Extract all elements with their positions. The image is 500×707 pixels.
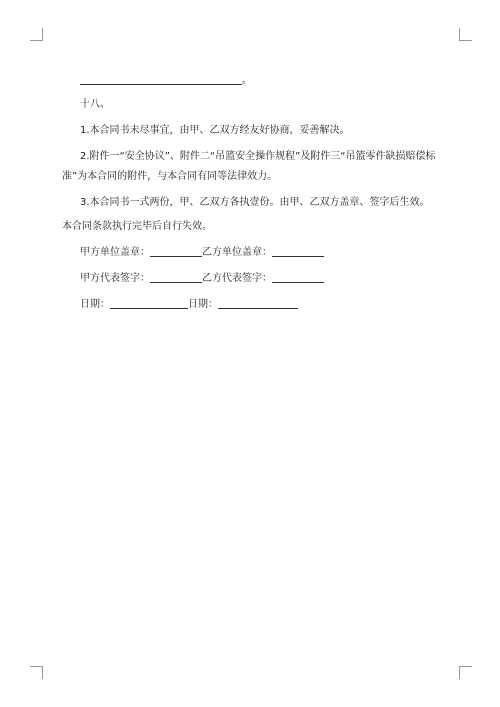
party-b-rep-label: 乙方代表签字：	[202, 273, 272, 284]
crop-mark-top-left	[30, 28, 43, 41]
section-heading: 十八、	[80, 99, 110, 110]
clause-3-line-1: 3.本合同书一式两份，甲、乙双方各执壹份。由甲、乙双方盖章、签字后生效。	[80, 197, 430, 208]
line-end-mark: 。	[242, 75, 252, 86]
date-row	[80, 298, 298, 312]
party-a-rep-label: 甲方代表签字：	[80, 273, 150, 284]
party-a-rep-blank[interactable]	[150, 272, 202, 283]
crop-mark-bottom-left	[30, 666, 43, 679]
party-b-seal-label: 乙方单位盖章：	[202, 247, 272, 258]
clause-3-line-2: 本合同条款执行完毕后自行失效。	[62, 221, 212, 232]
party-b-seal-blank[interactable]	[272, 246, 324, 257]
date-b-blank[interactable]	[218, 298, 298, 309]
fill-blank-line[interactable]	[80, 74, 242, 85]
party-a-seal-label: 甲方单位盖章：	[80, 247, 150, 258]
party-b-rep-blank[interactable]	[272, 272, 324, 283]
crop-mark-bottom-right	[459, 666, 472, 679]
crop-mark-top-right	[459, 28, 472, 41]
party-a-seal-blank[interactable]	[150, 246, 202, 257]
clause-2-line-2: 准”为本合同的附件，与本合同有同等法律效力。	[62, 171, 278, 182]
date-a-label: 日期：	[80, 299, 110, 310]
clause-2-line-1: 2.附件一“安全协议”、附件二“吊篮安全操作规程”及附件三“吊篮零件缺损赔偿标	[80, 151, 436, 162]
date-b-label: 日期：	[188, 299, 218, 310]
signature-row	[80, 272, 324, 286]
blank-line-row	[80, 74, 252, 88]
seal-row	[80, 246, 324, 260]
clause-1: 1.本合同书未尽事宜，由甲、乙双方经友好协商，妥善解决。	[80, 125, 350, 136]
date-a-blank[interactable]	[110, 298, 188, 309]
